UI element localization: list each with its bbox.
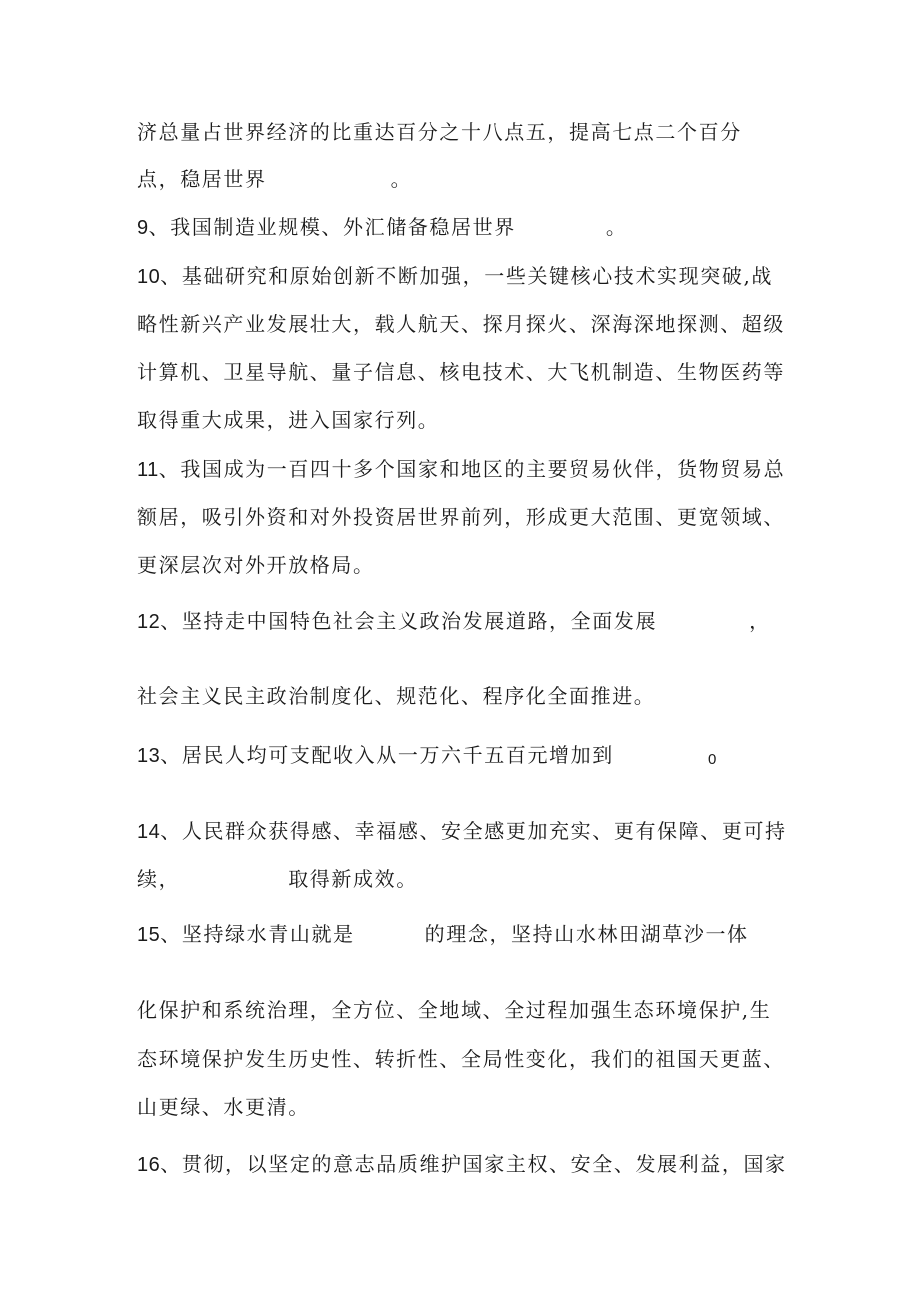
text: 、贯彻，以坚定的意志品质维护国家主权、安全、发展利益，国家 — [160, 1152, 787, 1176]
paragraph-line — [137, 165, 412, 193]
text: 取得新成效。 — [288, 867, 418, 891]
question-9 — [137, 213, 627, 242]
text: 更深层次对外开放格局。 — [137, 553, 375, 577]
text: 、坚持绿水青山就是 — [160, 922, 355, 946]
text: 计算机、卫星导航、量子信息、核电技术、大飞机制造、生物医药等 — [137, 360, 785, 384]
paragraph-line — [137, 406, 439, 434]
question-16 — [137, 1150, 787, 1179]
text: 化保护和系统治理，全方位、全地域、全过程加强生态环境保护,生 — [137, 998, 772, 1022]
paragraph-line — [137, 503, 785, 531]
text: ， — [749, 609, 771, 633]
question-13 — [137, 741, 614, 770]
paragraph-line — [137, 682, 655, 710]
question-number: 9 — [137, 217, 149, 239]
paragraph-line — [137, 1093, 310, 1121]
text: 态环境保护发生历史性、转折性、全局性变化，我们的祖国天更蓝、 — [137, 1047, 785, 1071]
text: 取得重大成果，进入国家行列。 — [137, 408, 440, 432]
text: 、基础研究和原始创新不断加强，一些关键核心技术实现突破,战 — [160, 264, 774, 288]
text: 。 — [605, 215, 628, 239]
text: 济总量占世界经济的比重达百分之十八点五，提高七点二个百分 — [137, 120, 742, 144]
question-number: 10 — [137, 266, 161, 288]
paragraph-line — [137, 358, 785, 386]
paragraph-line — [137, 865, 418, 893]
question-number: 15 — [137, 924, 161, 946]
question-number: 11 — [137, 459, 159, 481]
text: 、人民群众获得感、幸福感、安全感更加充实、更有保障、更可持 — [160, 819, 787, 843]
paragraph-line — [137, 1045, 785, 1073]
paragraph-line — [137, 996, 771, 1024]
question-14 — [137, 817, 787, 846]
paragraph-line — [137, 551, 375, 579]
text: 额居，吸引外资和对外投资居世界前列，形成更大范围、更宽领域、 — [137, 505, 785, 529]
text: 山更绿、水更清。 — [137, 1095, 310, 1119]
text: 略性新兴产业发展壮大，载人航天、探月探火、深海深地探测、超级 — [137, 312, 785, 336]
question-number: 16 — [137, 1154, 161, 1176]
question-11 — [137, 455, 785, 484]
text: 点，稳居世界 — [137, 167, 267, 191]
question-15 — [137, 920, 749, 949]
paragraph-line — [137, 310, 785, 338]
text: 。 — [390, 167, 413, 191]
text: 、我国制造业规模、外汇储备稳居世界 — [148, 215, 516, 239]
answer-mark: 0 — [708, 751, 717, 768]
text: 、坚持走中国特色社会主义政治发展道路，全面发展 — [160, 609, 658, 633]
text: 续， — [137, 867, 181, 891]
text: 、居民人均可支配收入从一万六千五百元增加到 — [160, 743, 614, 767]
question-10 — [137, 262, 773, 291]
text: 、我国成为一百四十多个国家和地区的主要贸易伙伴，货物贸易总 — [158, 457, 786, 481]
question-number: 13 — [137, 745, 161, 767]
text: 的理念，坚持山水林田湖草沙一体 — [424, 922, 749, 946]
question-number: 12 — [137, 611, 161, 633]
paragraph-line — [137, 118, 742, 146]
question-number: 14 — [137, 821, 161, 843]
text: 社会主义民主政治制度化、规范化、程序化全面推进。 — [137, 684, 656, 708]
question-12 — [137, 607, 771, 636]
